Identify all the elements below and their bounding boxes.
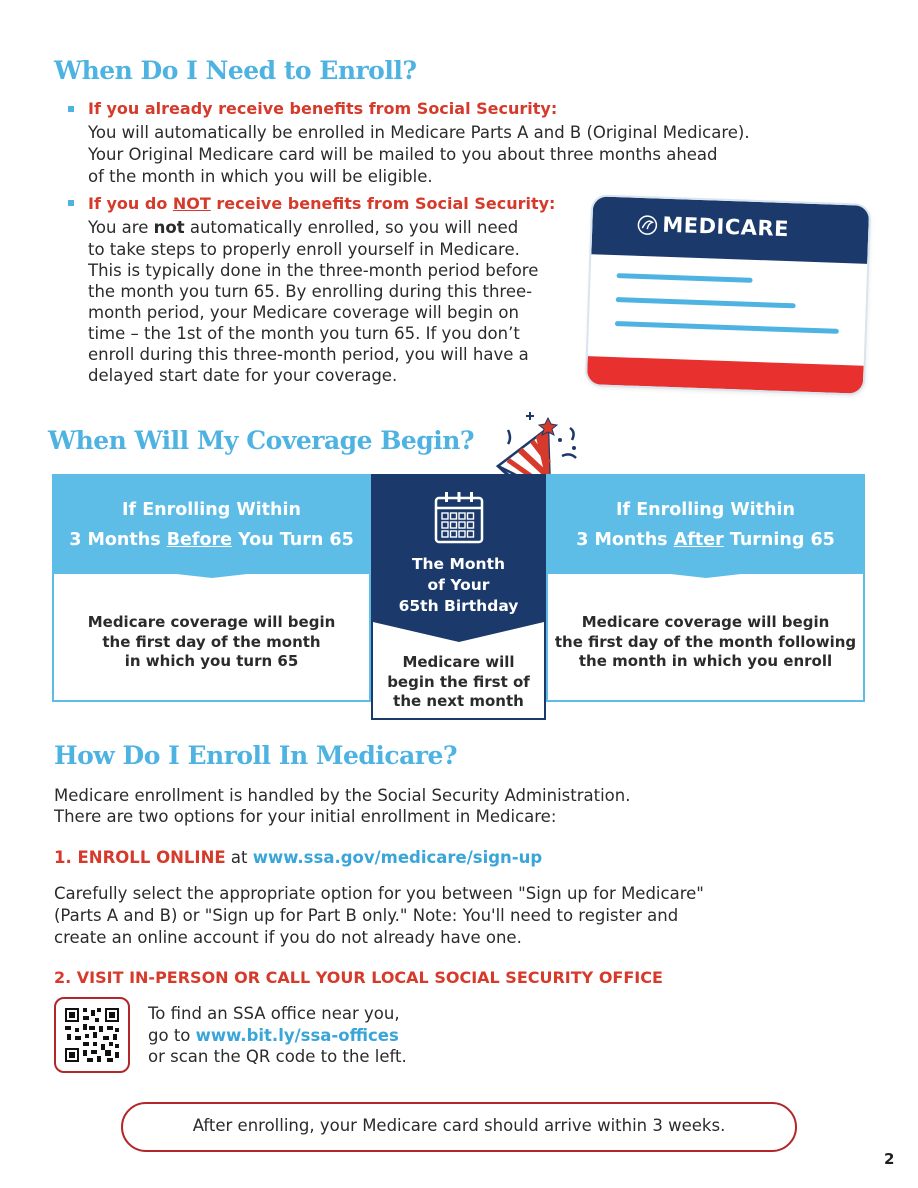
- heading-coverage-begin: When Will My Coverage Begin?: [48, 426, 475, 455]
- footer-text: After enrolling, your Medicare card should arrive within 3 weeks.: [192, 1116, 726, 1135]
- heading-how-enroll: How Do I Enroll In Medicare?: [54, 741, 458, 770]
- right-head-line2: [546, 525, 865, 555]
- left-head2-after: You Turn 65: [232, 530, 354, 550]
- item2-line-1: [88, 217, 518, 239]
- middle-head-1: The Month: [411, 555, 506, 573]
- middle-head-3: 65th Birthday: [398, 597, 519, 615]
- right-head-line1: If Enrolling Within: [616, 500, 795, 520]
- qr-code-frame: [54, 997, 130, 1073]
- card-line-3: [615, 321, 839, 334]
- left-body-2: the first day of the month: [102, 633, 321, 651]
- item2-line-3: This is typically done in the three-month period before: [88, 261, 539, 280]
- item2-lead-before: If you do: [88, 194, 173, 213]
- option1-label: 1. ENROLL ONLINE: [54, 848, 226, 867]
- ssa-offices-link[interactable]: www.bit.ly/ssa-offices: [195, 1026, 399, 1045]
- item2-line1-after: automatically enrolled, so you will need: [184, 218, 519, 237]
- heading-when-enroll: When Do I Need to Enroll?: [54, 56, 417, 85]
- left-head-line1: If Enrolling Within: [122, 500, 301, 520]
- medicare-card-illustration: [587, 196, 869, 394]
- bullet-1: [68, 106, 74, 112]
- right-head2-before: 3 Months: [576, 530, 674, 550]
- middle-body-2: begin the first of: [387, 673, 530, 691]
- intro-line-2: There are two options for your initial enrollment in Medicare:: [54, 807, 557, 826]
- card-line-2: [616, 297, 796, 308]
- qr-code-icon[interactable]: [63, 1006, 121, 1064]
- footer-callout: [121, 1102, 797, 1152]
- item2-line-8: delayed start date for your coverage.: [88, 366, 398, 385]
- option2-goto: go to: [148, 1026, 196, 1045]
- right-head2-after: Turning 65: [723, 530, 835, 550]
- left-head-line2: [52, 525, 371, 555]
- calendar-icon: [434, 490, 484, 544]
- item2-lead: [88, 194, 555, 213]
- bullet-2: [68, 200, 74, 206]
- item2-line-5: month period, your Medicare coverage will begin on: [88, 303, 519, 322]
- middle-body-1: Medicare will: [402, 653, 515, 671]
- page-number: 2: [884, 1150, 895, 1168]
- option2-label: 2. VISIT IN-PERSON OR CALL YOUR LOCAL SOCIAL SECURITY OFFICE: [54, 968, 663, 987]
- option2-line-3: or scan the QR code to the left.: [148, 1047, 407, 1066]
- option1-line: [54, 847, 542, 869]
- middle-head-2: of Your: [427, 576, 490, 594]
- item2-lead-not: NOT: [172, 194, 211, 213]
- item2-line-2: to take steps to properly enroll yourself in Medicare.: [88, 240, 520, 259]
- right-head2-underlined: After: [673, 530, 724, 550]
- item1-line-3: of the month in which you will be eligible.: [88, 167, 433, 186]
- medicare-card: [587, 196, 869, 394]
- right-body-1: Medicare coverage will begin: [581, 613, 830, 631]
- option2-line-1: To find an SSA office near you,: [148, 1004, 400, 1023]
- item1-line-2: Your Original Medicare card will be mailed to you about three months ahead: [88, 145, 718, 164]
- item2-line-6: time – the 1st of the month you turn 65. If you don’t: [88, 324, 520, 343]
- left-head2-underlined: Before: [166, 530, 233, 550]
- right-body-3: the month in which you enroll: [578, 652, 833, 670]
- item2-line1-before: You are: [88, 218, 154, 237]
- item2-line-4: the month you turn 65. By enrolling during this three-: [88, 282, 533, 301]
- right-body-2: the first day of the month following: [554, 633, 857, 651]
- left-head2-before: 3 Months: [69, 530, 167, 550]
- middle-body-3: the next month: [393, 692, 524, 710]
- intro-line-1: Medicare enrollment is handled by the Social Security Administration.: [54, 786, 631, 805]
- card-footer-band: [587, 356, 864, 394]
- item2-lead-after: receive benefits from Social Security:: [210, 194, 556, 213]
- option2-line-2: [148, 1025, 399, 1047]
- card-line-1: [617, 273, 753, 283]
- card-title: MEDICARE: [661, 212, 790, 242]
- left-body-1: Medicare coverage will begin: [87, 613, 336, 631]
- option1-body-1: Carefully select the appropriate option for you between "Sign up for Medicare": [54, 884, 704, 903]
- item2-line-7: enroll during this three-month period, you will have a: [88, 345, 529, 364]
- hhs-eagle-icon: [636, 214, 659, 237]
- option1-url-link[interactable]: www.ssa.gov/medicare/sign-up: [252, 848, 543, 867]
- option1-body-2: (Parts A and B) or "Sign up for Part B only." Note: You'll need to register and: [54, 906, 679, 925]
- left-body-3: in which you turn 65: [124, 652, 299, 670]
- item1-lead: If you already receive benefits from Social Security:: [88, 99, 558, 118]
- option1-body-3: create an online account if you do not already have one.: [54, 928, 522, 947]
- coverage-middle-column: [371, 474, 546, 720]
- item2-line1-bold: not: [153, 218, 185, 237]
- item1-line-1: You will automatically be enrolled in Medicare Parts A and B (Original Medicare).: [88, 123, 750, 142]
- option1-at: at: [225, 848, 253, 867]
